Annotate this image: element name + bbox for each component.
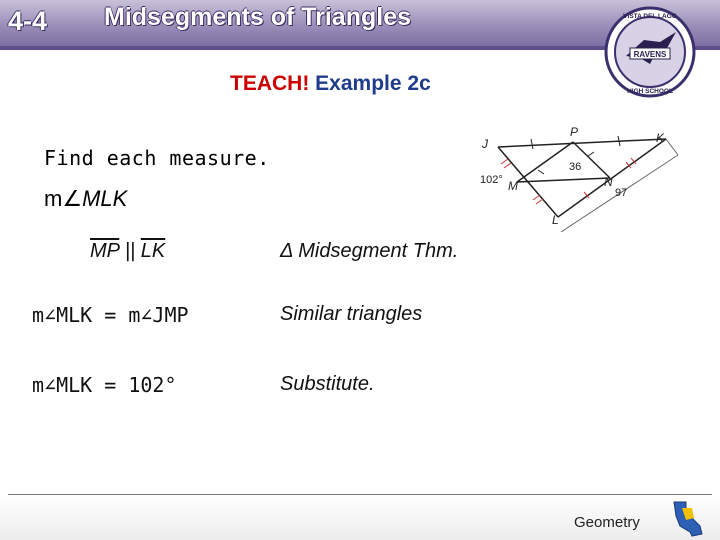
teach-label: TEACH! <box>230 72 310 95</box>
vertex-label-p: P <box>570 125 579 139</box>
statement-parallel <box>90 240 165 263</box>
vertex-label-j: J <box>482 137 488 151</box>
parallel-symbol: || <box>124 240 136 262</box>
angle-symbol: ∠ <box>62 186 83 211</box>
segment-pn-value: 36 <box>569 161 582 173</box>
logo-top-text: VISTA DEL LAGO <box>623 13 677 20</box>
lesson-title: Midsegments of Triangles <box>104 3 412 31</box>
angle-m-value: 102° <box>480 174 503 186</box>
california-state-icon <box>668 500 712 538</box>
example-label: Example 2c <box>315 72 431 95</box>
vertex-label-m: M <box>508 179 518 193</box>
triangle-diagram <box>478 122 698 232</box>
vertex-label-l: L <box>552 213 559 227</box>
target-measure <box>44 186 127 212</box>
statement-result: m∠MLK = 102° <box>32 373 177 397</box>
footer-divider <box>8 494 712 495</box>
school-logo <box>604 6 696 98</box>
statement-equal-angles: m∠MLK = m∠JMP <box>32 303 189 327</box>
reason-similar: Similar triangles <box>280 303 423 325</box>
segment-mp: $\overline{MP}$ <box>90 240 120 262</box>
angle-name: MLK <box>82 186 128 211</box>
measure-prefix: m <box>44 186 63 211</box>
vertex-label-n: N <box>604 175 613 189</box>
segment-nk-value: 97 <box>615 187 628 199</box>
logo-bottom-text: HIGH SCHOOL <box>627 88 673 95</box>
logo-middle-text: RAVENS <box>633 50 667 59</box>
section-number: 4-4 <box>8 6 48 36</box>
vertex-label-k: K <box>656 131 665 145</box>
segment-lk: $\overline{LK}$ <box>140 240 166 262</box>
footer-label: Geometry <box>574 514 640 531</box>
example-heading <box>230 72 431 96</box>
problem-prompt: Find each measure. <box>44 146 270 170</box>
reason-midsegment: Δ Midsegment Thm. <box>280 240 459 262</box>
reason-substitute: Substitute. <box>280 373 375 395</box>
